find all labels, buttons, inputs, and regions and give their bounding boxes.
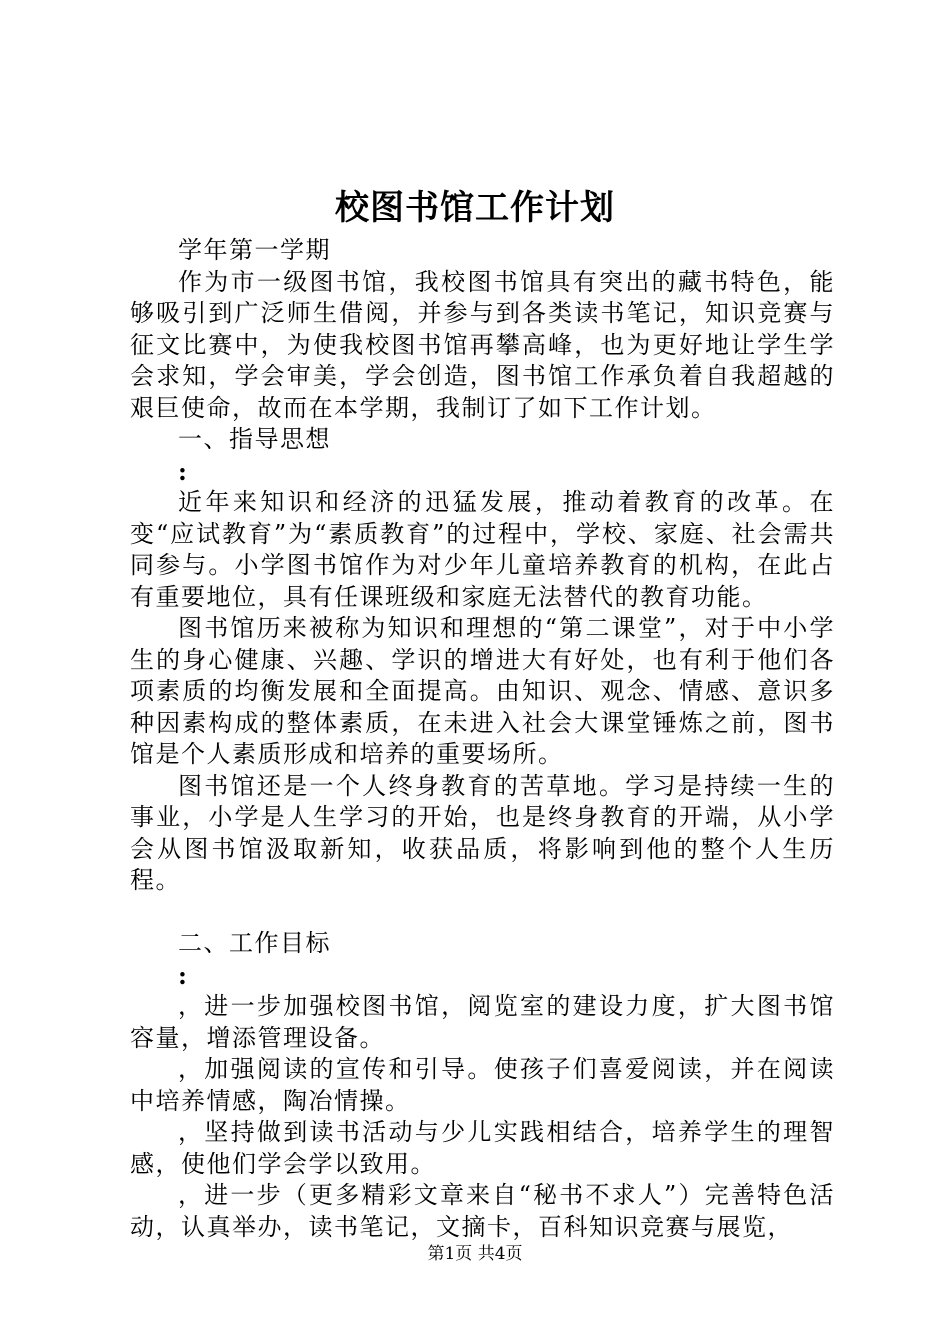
body-paragraph: 图书馆还是一个人终身教育的苦草地。学习是持续一生的事业，小学是人生学习的开始，也是终身教育的开端，从小学会从图书馆汲取新知，收获品质，将影响到他的整个人生历程。 [130, 771, 835, 894]
goal-item: ，坚持做到读书活动与少儿实践相结合，培养学生的理智感，使他们学会学以致用。 [130, 1118, 835, 1178]
semester-line: 学年第一学期 [178, 236, 331, 264]
goal-item: ，进一步（更多精彩文章来自“秘书不求人”）完善特色活动，认真举办，读书笔记，文摘卡，百科知识竞赛与展览， [130, 1181, 835, 1241]
document-title: 校图书馆工作计划 [335, 188, 615, 228]
blank-line [130, 897, 835, 929]
section-colon: : [178, 960, 189, 990]
body-paragraph: 近年来知识和经济的迅猛发展，推动着教育的改革。在变“应试教育”为“素质教育”的过程中，学校、家庭、社会需共同参与。小学图书馆作为对少年儿童培养教育的机构，在此占有重要地位，具有任课班级和家庭无法替代的教育功能。 [130, 488, 835, 611]
goal-item: ，加强阅读的宣传和引导。使孩子们喜爱阅读，并在阅读中培养情感，陶冶情操。 [130, 1055, 835, 1115]
intro-paragraph: 作为市一级图书馆，我校图书馆具有突出的藏书特色，能够吸引到广泛师生借阅，并参与到各类读书笔记，知识竞赛与征文比赛中，为使我校图书馆再攀高峰，也为更好地让学生学会求知，学会审美，学会创造，图书馆工作承负着自我超越的艰巨使命，故而在本学期，我制订了如下工作计划。 [130, 267, 835, 422]
page-footer: 第1页 共4页 [427, 1244, 523, 1264]
document-body [130, 235, 835, 1243]
section-heading-guiding: 一、指导思想 [178, 425, 331, 453]
section-heading-goals: 二、工作目标 [178, 929, 331, 957]
section-colon: : [178, 456, 189, 486]
body-paragraph: 图书馆历来被称为知识和理想的“第二课堂”，对于中小学生的身心健康、兴趣、学识的增进大有好处，也有利于他们各项素质的均衡发展和全面提高。由知识、观念、情感、意识多种因素构成的整体素质，在未进入社会大课堂锤炼之前，图书馆是个人素质形成和培养的重要场所。 [130, 614, 835, 768]
goal-item: ，进一步加强校图书馆，阅览室的建设力度，扩大图书馆容量，增添管理设备。 [130, 992, 835, 1052]
